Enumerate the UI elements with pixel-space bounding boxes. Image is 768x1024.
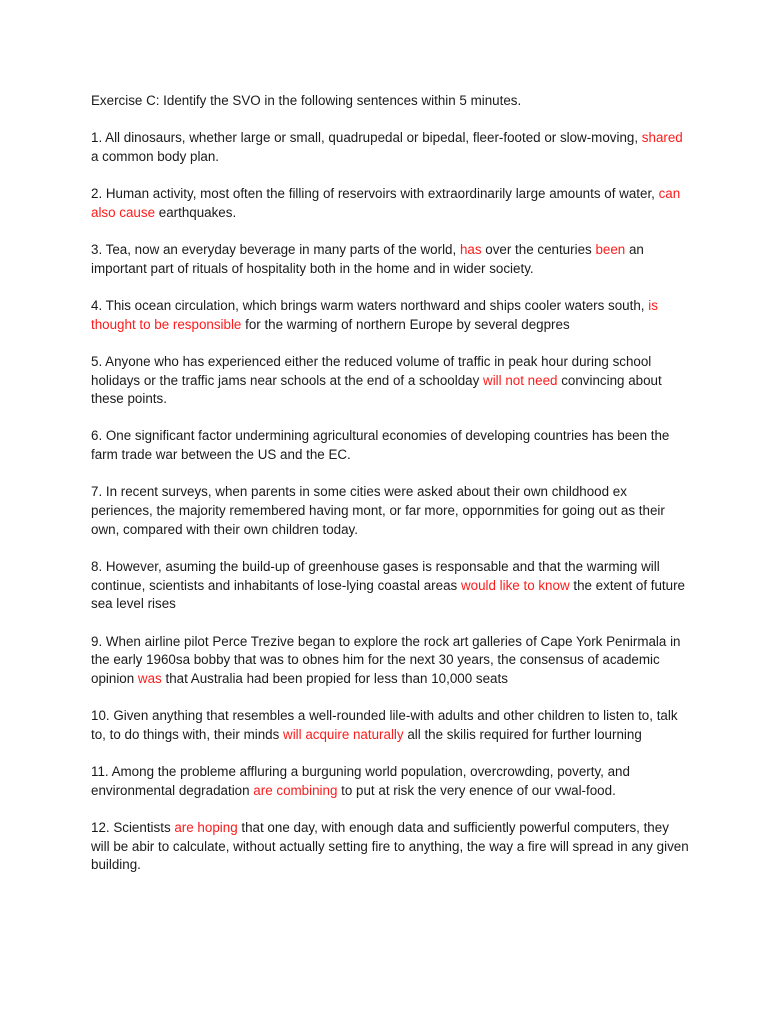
sentence-text: 9. When airline pilot Perce Trezive began to explore the rock art galleries of Cape York Penirmala in the early 1960sa bobby that was to obnes him for the next 30 years, the consensus of academic opinion <box>91 633 681 686</box>
sentence-text: a common body plan. <box>91 148 220 164</box>
sentence-text: over the centuries <box>481 242 596 258</box>
sentence-text: that Australia had been propied for less than 10,000 seats <box>161 670 508 686</box>
highlighted-verb: are hoping <box>174 819 238 835</box>
sentence-text: 3. Tea, now an everyday beverage in many parts of the world, <box>91 242 460 258</box>
highlighted-verb: are combining <box>253 782 338 798</box>
highlighted-verb: is thought to be responsible <box>91 297 658 332</box>
sentence-text: 1. All dinosaurs, whether large or small, quadrupedal or bipedal, fleer-footed or slow-moving, <box>91 130 642 146</box>
sentence-list <box>91 129 691 875</box>
sentence-text: 8. However, asuming the build-up of greenhouse gases is responsable and that the warming will continue, scientists and inhabitants of lose-lying coastal areas <box>91 558 660 593</box>
highlighted-verb: been <box>595 242 626 258</box>
highlighted-verb: will acquire naturally <box>283 726 404 742</box>
sentence-item-8 <box>91 558 691 614</box>
sentence-item-5 <box>91 353 691 409</box>
highlighted-verb: shared <box>641 130 683 146</box>
sentence-text: convincing about these points. <box>91 372 662 407</box>
sentence-item-7 <box>91 483 691 539</box>
sentence-text: earthquakes. <box>155 204 237 220</box>
sentence-item-11 <box>91 763 691 800</box>
sentence-text: for the warming of northern Europe by several degpres <box>241 316 570 332</box>
sentence-text: 10. Given anything that resembles a well-rounded lile-with adults and other children to listen to, talk to, to do things with, their minds <box>91 708 678 742</box>
sentence-text: 7. In recent surveys, when parents in some cities were asked about their own childhood ex periences, the majority remembered having mont, or far more, oppornmities for going out as their own, compared with their own children today. <box>91 484 665 537</box>
exercise-title: Exercise C: Identify the SVO in the following sentences within 5 minutes. <box>91 93 522 108</box>
sentence-text: 12. Scientists <box>91 819 175 835</box>
highlighted-verb: was <box>137 670 162 686</box>
sentence-text: to put at risk the very enence of our vwal-food. <box>337 782 616 798</box>
sentence-item-6 <box>91 427 691 464</box>
sentence-item-3 <box>91 241 691 278</box>
sentence-item-2 <box>91 185 691 222</box>
sentence-item-4 <box>91 297 691 334</box>
sentence-text: an important part of rituals of hospitality both in the home and in wider society. <box>91 242 644 276</box>
sentence-item-9 <box>91 633 691 689</box>
highlighted-verb: has <box>459 242 482 258</box>
sentence-text: 2. Human activity, most often the filling of reservoirs with extraordinarily large amounts of water, <box>91 186 659 202</box>
sentence-text: 6. One significant factor undermining agricultural economies of developing countries has been the farm trade war between the US and the EC. <box>91 428 670 463</box>
highlighted-verb: would like to know <box>460 577 570 593</box>
sentence-text: 11. Among the probleme affluring a burguning world population, overcrowding, poverty, and environmental degradation <box>91 764 630 798</box>
sentence-item-12 <box>91 819 691 875</box>
sentence-text: all the skilis required for further lourning <box>403 726 642 742</box>
sentence-item-1 <box>91 129 691 166</box>
document-page <box>91 92 691 894</box>
sentence-text: 5. Anyone who has experienced either the reduced volume of traffic in peak hour during school holidays or the traffic jams near schools at the end of a schoolday <box>91 353 652 388</box>
sentence-item-10 <box>91 707 691 744</box>
sentence-text: 4. This ocean circulation, which brings warm waters northward and ships cooler waters south, <box>91 297 649 313</box>
sentence-text: that one day, with enough data and sufficiently powerful computers, they will be abir to calculate, without actually setting fire to anything, the way a fire will spread in any given building. <box>91 819 689 873</box>
sentence-text: the extent of future sea level rises <box>91 577 686 612</box>
highlighted-verb: will not need <box>483 372 558 388</box>
highlighted-verb: can also cause <box>91 186 681 220</box>
